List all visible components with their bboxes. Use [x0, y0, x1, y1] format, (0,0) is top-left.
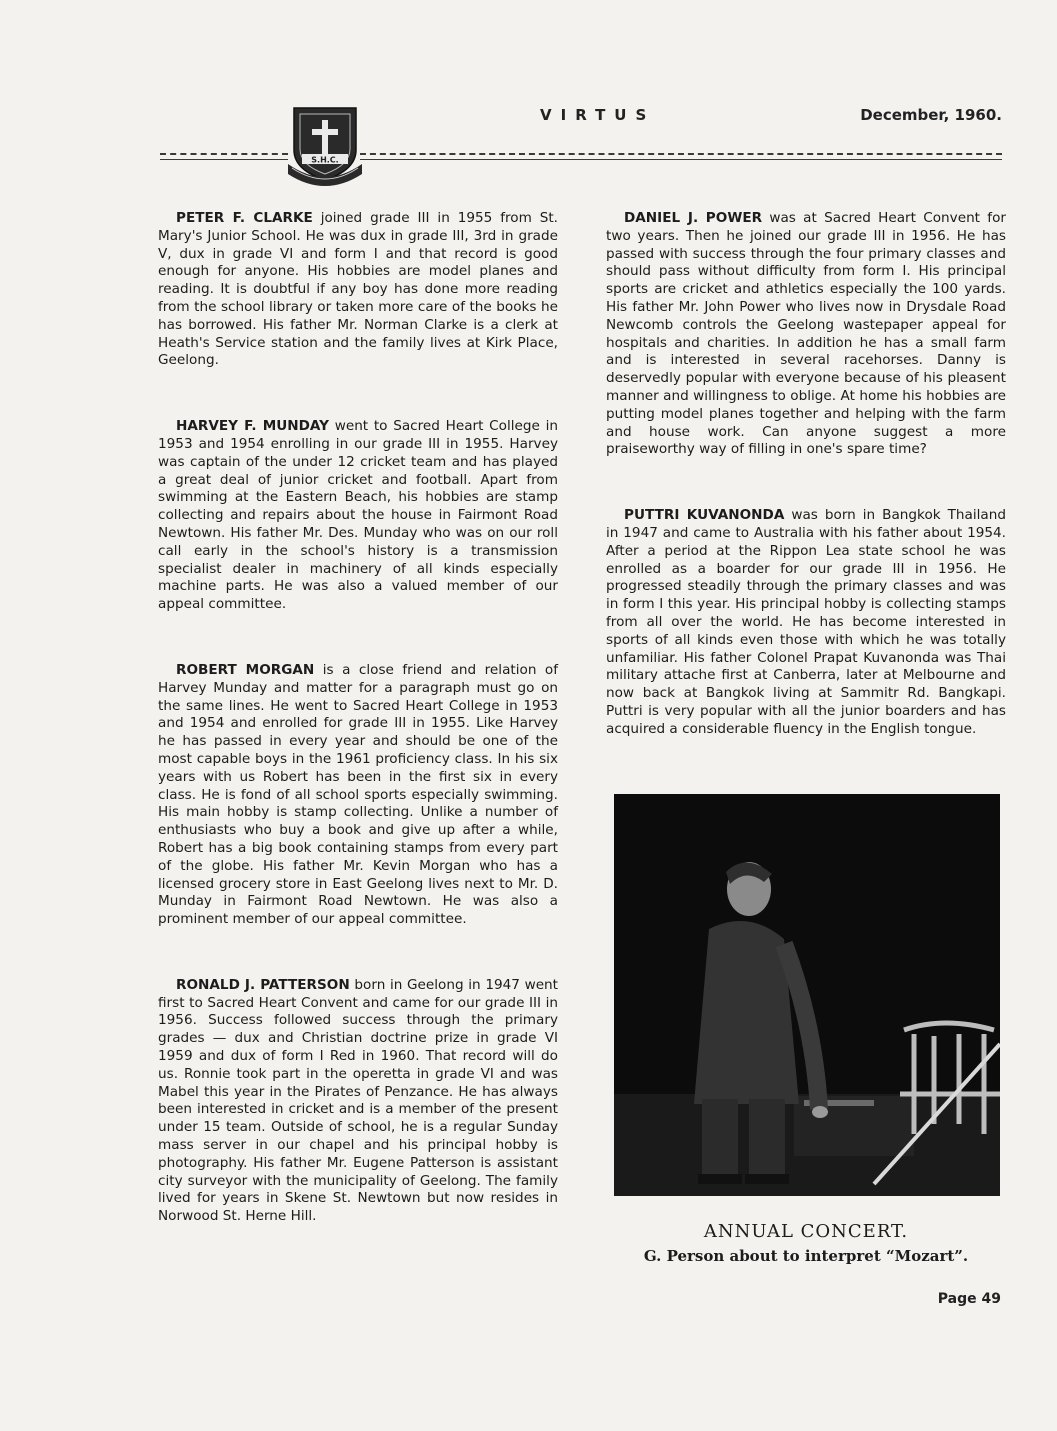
article-paragraph	[158, 210, 558, 370]
student-name: PETER F. CLARKE	[176, 210, 313, 226]
school-crest-icon	[286, 104, 364, 186]
article-paragraph	[158, 977, 558, 1226]
photo-caption-title: ANNUAL CONCERT.	[703, 1221, 909, 1242]
paragraph-text: born in Geelong in 1947 went first to Sacred Heart Convent and came for our grade III in 1956. Success followed success through the primary grades — dux and Christian doctrine prize in grade VI 1959 and dux of form I Red in 1960. That record will do us. Ronnie took part in the operetta in grade VI and was Mabel this year in the Pirates of Penzance. He has always been interested in cricket and is a member of the present under 15 team. Outside of school, he is a regular Sunday mass server in our chapel and his principal hobby is photography. His father Mr. Eugene Patterson is assistant city surveyor with the municipality of Geelong. The family lived for years in Skene St. Newtown but now resides in Norwood St. Herne Hill.	[158, 976, 558, 1225]
article-paragraph	[158, 662, 558, 929]
student-name: ROBERT MORGAN	[176, 661, 315, 678]
student-name: HARVEY F. MUNDAY	[176, 418, 329, 435]
article-paragraph	[606, 210, 1006, 459]
paragraph-text: joined grade III in 1955 from St. Mary's Junior School. He was dux in grade III, 3rd in grade V, dux in grade VI and form I and that record is good enough for anyone. His hobbies are model planes and reading. It is doubtful if any boy has done more reading from the school library or taken more care of the books he has borrowed. His father Mr. Norman Clarke is a clerk at Heath's Service station and the family lives at Kirk Place, Geelong.	[158, 210, 559, 369]
paragraph-text: was at Sacred Heart Convent for two years. Then he joined our grade III in 1956. He has passed with success through the four primary classes and should pass without difficulty from form I. His principal sports are cricket and athletics especially the 100 yards. His father Mr. John Power who lives now in Drysdale Road Newcomb controls the Geelong wastepaper appeal for hospitals and charities. In addition he has a small farm and is interested in several racehorses. Danny is deservedly popular with everyone because of his pleasent manner and willingness to oblige. At home his hobbies are putting model planes together and helping with the farm and house work. Can anyone suggest a more praiseworthy way of filling in one's spare time?	[606, 210, 1006, 458]
photo-caption-subtitle: G. Person about to interpret “Mozart”.	[643, 1247, 969, 1265]
svg-text:S.H.C.: S.H.C.	[311, 155, 339, 165]
left-column	[158, 210, 558, 1274]
issue-date: December, 1960.	[860, 106, 1002, 124]
header-rule-right	[360, 153, 1002, 160]
student-name: RONALD J. PATTERSON	[176, 976, 350, 993]
right-column	[606, 210, 1006, 787]
article-paragraph	[158, 418, 558, 614]
article-paragraph	[606, 507, 1006, 738]
masthead-title: VIRTUS	[540, 106, 656, 124]
student-name: PUTTRI KUVANONDA	[624, 507, 785, 524]
concert-photo	[614, 794, 1000, 1196]
header-rule-left	[160, 153, 288, 160]
student-name: DANIEL J. POWER	[624, 210, 763, 226]
paragraph-text: went to Sacred Heart College in 1953 and 1954 enrolling in our grade III in 1955. Harvey was captain of the under 12 cricket team and has played a great deal of junior cricket and football. Apart from swimming at the Eastern Beach, his hobbies are stamp collecting and repairs about the house in Fairmont Road Newtown. His father Mr. Des. Munday who was on our roll call early in the school's history is a transmission specialist dealer in machinery of all kinds especially machine parts. He was also a valued member of our appeal committee.	[158, 418, 558, 613]
paragraph-text: is a close friend and relation of Harvey Munday and matter for a paragraph must go on the same lines. He went to Sacred Heart College in 1953 and 1954 and enrolled for grade III in 1955. Like Harvey he has passed in every year and should be one of the most capable boys in the 1961 proficiency class. In his six years with us Robert has been in the first six in every class. He is fond of all school sports especially swimming. His main hobby is stamp collecting. Unlike a number of enthusiasts who buy a book and give up after a while, Robert has a big book containing stamps from every part of the globe. His father Mr. Kevin Morgan who has a licensed grocery store in East Geelong lives next to Mr. D. Munday in Fairmont Road Newtown. He was also a prominent member of our appeal committee.	[158, 661, 559, 928]
paragraph-text: was born in Bangkok Thailand in 1947 and came to Australia with his father about 1954. After a period at the Rippon Lea state school he was enrolled as a boarder for our grade III in 1956. He progressed steadily through the primary classes and was in form I this year. His principal hobby is collecting stamps from all over the world. He has become interested in sports of all kinds even those with which he was totally unfamiliar. His father Colonel Prapat Kuvanonda was Thai military attache first at Canberra, later at Melbourne and now back at Bangkok living at Sammitr Rd. Bangkapi. Puttri is very popular with all the junior boarders and has acquired a considerable fluency in the English tongue.	[606, 507, 1006, 737]
page-number: Page 49	[937, 1291, 1001, 1307]
